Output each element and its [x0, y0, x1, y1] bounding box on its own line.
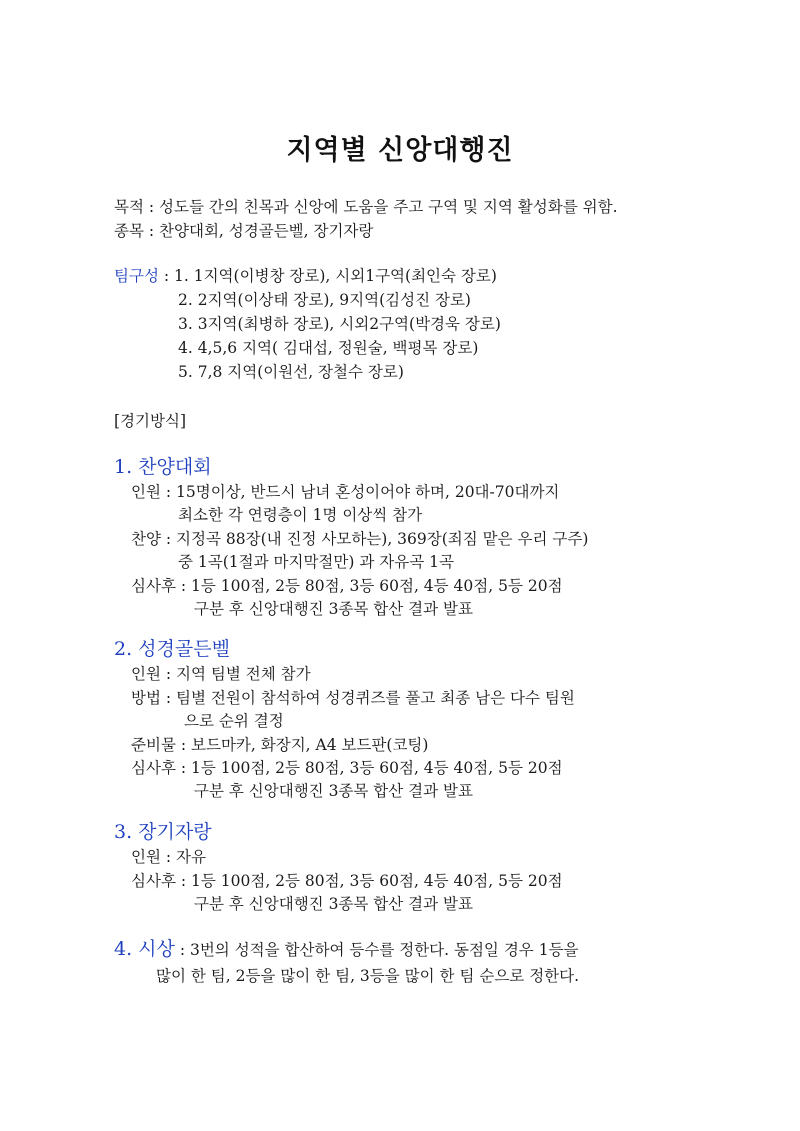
- section-heading-2: 2. 성경골든벨: [114, 638, 230, 660]
- purpose-line: 목적 : 성도들 간의 친목과 신앙에 도움을 주고 구역 및 지역 활성화를 위함.: [114, 198, 618, 216]
- section1-line: 심사후 : 1등 100점, 2등 80점, 3등 60점, 4등 40점, 5등 20점: [131, 577, 563, 595]
- method-label: [경기방식]: [114, 412, 186, 430]
- section1-line: 구분 후 신앙대행진 3종목 합산 결과 발표: [194, 600, 473, 618]
- section2-line: 준비물 : 보드마카, 화장지, A4 보드판(코팅): [131, 736, 429, 754]
- team-item: 3. 3지역(최병하 장로), 시외2구역(박경욱 장로): [178, 315, 501, 333]
- team-separator: :: [158, 267, 174, 285]
- section2-line: 구분 후 신앙대행진 3종목 합산 결과 발표: [194, 782, 473, 800]
- section4-text: 많이 한 팀, 2등을 많이 한 팀, 3등을 많이 한 팀 순으로 정한다.: [156, 967, 580, 985]
- page-title: 지역별 신앙대행진: [286, 135, 514, 166]
- section3-line: 구분 후 신앙대행진 3종목 합산 결과 발표: [194, 895, 473, 913]
- section-heading-1: 1. 찬양대회: [114, 456, 212, 478]
- section3-line: 심사후 : 1등 100점, 2등 80점, 3등 60점, 4등 40점, 5등 20점: [131, 872, 563, 890]
- team-label: 팀구성: [114, 267, 159, 285]
- section1-line: 찬양 : 지정곡 88장(내 진정 사모하는), 369장(죄짐 맡은 우리 구주): [131, 530, 589, 548]
- events-line: 종목 : 찬양대회, 성경골든벨, 장기자랑: [114, 222, 374, 240]
- section2-line: 방법 : 팀별 전원이 참석하여 성경퀴즈를 풀고 최종 남은 다수 팀원: [131, 689, 575, 707]
- section-heading-4: 4. 시상: [114, 938, 175, 960]
- team-item: 4. 4,5,6 지역( 김대섭, 정원술, 백평목 장로): [178, 339, 479, 357]
- section4-first-line: [114, 939, 579, 960]
- team-first-line: [114, 266, 497, 286]
- section2-line: 으로 순위 결정: [184, 712, 284, 730]
- section1-line: 중 1곡(1절과 마지막절만) 과 자유곡 1곡: [178, 553, 454, 571]
- team-item: 2. 2지역(이상태 장로), 9지역(김성진 장로): [178, 291, 471, 309]
- team-item: 5. 7,8 지역(이원선, 장철수 장로): [178, 363, 404, 381]
- section-heading-3: 3. 장기자랑: [114, 821, 212, 843]
- section2-line: 인원 : 지역 팀별 전체 참가: [131, 665, 311, 683]
- section1-line: 최소한 각 연령층이 1명 이상씩 참가: [178, 506, 423, 524]
- team-item: 1. 1지역(이병창 장로), 시외1구역(최인숙 장로): [174, 267, 497, 285]
- section1-line: 인원 : 15명이상, 반드시 남녀 혼성이어야 하며, 20대-70대까지: [131, 483, 560, 501]
- section2-line: 심사후 : 1등 100점, 2등 80점, 3등 60점, 4등 40점, 5등 20점: [131, 759, 563, 777]
- section3-line: 인원 : 자유: [131, 848, 206, 866]
- section4-text: : 3번의 성적을 합산하여 등수를 정한다. 동점일 경우 1등을: [174, 941, 579, 959]
